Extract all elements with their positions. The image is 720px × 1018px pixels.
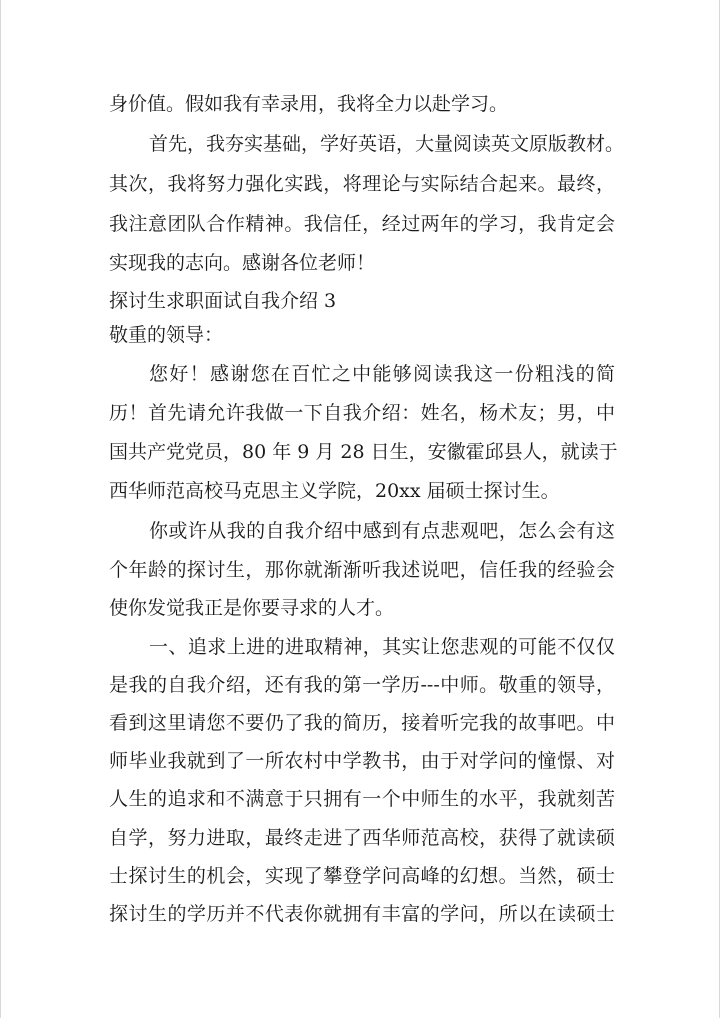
paragraph-first-line: 首先，我夯实基础，学好英语，大量阅读英文原版教材。 (149, 133, 625, 155)
paragraph-first-line: 一、追求上进的进取精神，其实让您悲观的可能不仅仅 (149, 636, 615, 658)
text-line: 西华师范高校马克思主义学院，20xx 届硕士探讨生。 (109, 480, 560, 502)
text-line: 其次，我将努力强化实践，将理论与实际结合起来。最终， (109, 173, 615, 195)
text-line: 身价值。假如我有幸录用，我将全力以赴学习。 (109, 93, 509, 115)
text-line: 人生的追求和不满意于只拥有一个中师生的水平，我就刻苦 (109, 788, 615, 810)
text-line: 自学，努力进取，最终走进了西华师范高校，获得了就读硕 (109, 827, 615, 849)
section-heading: 探讨生求职面试自我介绍 3 (109, 290, 337, 312)
text-line: 师毕业我就到了一所农村中学教书，由于对学问的憧憬、对 (109, 750, 615, 772)
text-line: 我注意团队合作精神。我信任，经过两年的学习，我肯定会 (109, 213, 615, 235)
paragraph-first-line: 您好！感谢您在百忙之中能够阅读我这一份粗浅的简 (149, 363, 615, 385)
text-line: 实现我的志向。感谢各位老师！ (109, 252, 376, 274)
text-line: 国共产党党员，80 年 9 月 28 日生，安徽霍邱县人，就读于 (109, 441, 618, 463)
text-line: 看到这里请您不要仍了我的简历，接着听完我的故事吧。中 (109, 712, 615, 734)
text-line: 个年龄的探讨生，那你就渐渐听我述说吧，信任我的经验会 (109, 559, 615, 581)
text-line: 使你发觉我正是你要寻求的人才。 (109, 597, 395, 619)
text-line: 士探讨生的机会，实现了攀登学问高峰的幻想。当然，硕士 (109, 865, 615, 887)
text-line: 历！首先请允许我做一下自我介绍：姓名，杨术友；男，中 (109, 402, 615, 424)
paragraph-first-line: 你或许从我的自我介绍中感到有点悲观吧，怎么会有这 (149, 520, 615, 542)
text-line: 是我的自我介绍，还有我的第一学历---中师。敬重的领导， (109, 674, 615, 696)
text-line: 探讨生的学历并不代表你就拥有丰富的学问，所以在读硕士 (109, 903, 615, 925)
salutation: 敬重的领导： (109, 324, 224, 346)
